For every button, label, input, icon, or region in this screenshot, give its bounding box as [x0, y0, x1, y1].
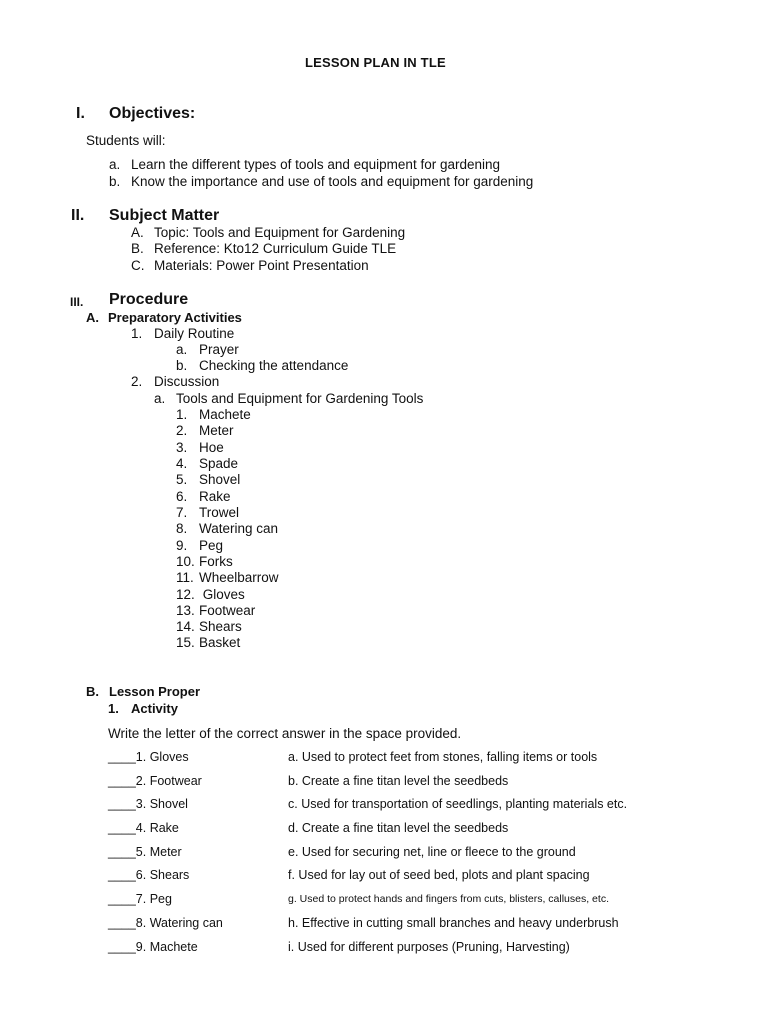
subject-marker-c: C. [131, 258, 145, 273]
matching-choice: e. Used for securing net, line or fleece to the ground [288, 845, 576, 859]
discussion-marker: 2. [131, 374, 143, 389]
matching-choice: f. Used for lay out of seed bed, plots and plant spacing [288, 868, 590, 882]
tool-number: 14. [176, 619, 195, 634]
discussion-sub-marker: a. [154, 391, 166, 406]
routine-marker-a: a. [176, 342, 188, 357]
objective-marker-b: b. [109, 174, 121, 189]
tool-number: 9. [176, 538, 188, 553]
objectives-heading: Objectives: [109, 105, 196, 122]
discussion-label: Discussion [154, 374, 220, 389]
tool-number: 12. [176, 587, 195, 602]
tool-number: 2. [176, 423, 188, 438]
tool-name: Forks [199, 554, 233, 569]
tool-name: Peg [199, 538, 224, 553]
matching-item: ____6. Shears [108, 868, 190, 882]
matching-item: ____2. Footwear [108, 774, 202, 788]
tool-name: Watering can [199, 521, 279, 536]
procedure-heading: Procedure [109, 291, 189, 308]
subject-marker-b: B. [131, 241, 144, 256]
tool-number: 11. [176, 570, 194, 585]
objective-marker-a: a. [109, 157, 121, 172]
lesson-proper-marker: B. [86, 684, 99, 699]
objectives-intro: Students will: [86, 133, 166, 148]
document-title: LESSON PLAN IN TLE [305, 55, 446, 70]
tool-number: 7. [176, 505, 188, 520]
tool-name: Basket [199, 635, 241, 650]
matching-item: ____7. Peg [108, 892, 172, 906]
discussion-sub-topic: Tools and Equipment for Gardening Tools [176, 391, 424, 406]
procedure-numeral: III. [70, 295, 84, 309]
subject-marker-a: A. [131, 225, 144, 240]
subject-topic: Topic: Tools and Equipment for Gardening [154, 225, 406, 240]
routine-marker-b: b. [176, 358, 188, 373]
matching-choice: i. Used for different purposes (Pruning, Harvesting) [288, 940, 570, 954]
tool-number: 10. [176, 554, 195, 569]
daily-routine-label: Daily Routine [154, 326, 235, 341]
matching-choice: b. Create a fine titan level the seedbeds [288, 774, 509, 788]
tool-name: Wheelbarrow [199, 570, 279, 585]
activity-marker: 1. [108, 701, 119, 716]
tool-name: Machete [199, 407, 251, 422]
matching-item: ____8. Watering can [108, 916, 223, 930]
preparatory-marker: A. [86, 310, 99, 325]
daily-routine-marker: 1. [131, 326, 143, 341]
tool-number: 5. [176, 472, 188, 487]
tool-name: Shovel [199, 472, 241, 487]
objective-item-a: Learn the different types of tools and equipment for gardening [131, 157, 501, 172]
tool-number: 3. [176, 440, 188, 455]
lesson-proper-heading: Lesson Proper [109, 684, 201, 699]
routine-prayer: Prayer [199, 342, 239, 357]
matching-choice: d. Create a fine titan level the seedbeds [288, 821, 509, 835]
tool-name: Meter [199, 423, 234, 438]
objective-item-b: Know the importance and use of tools and equipment for gardening [131, 174, 534, 189]
subject-reference: Reference: Kto12 Curriculum Guide TLE [154, 241, 397, 256]
tool-number: 15. [176, 635, 195, 650]
subject-matter-heading: Subject Matter [109, 207, 220, 224]
objectives-numeral: I. [76, 105, 85, 122]
matching-choice: c. Used for transportation of seedlings, planting materials etc. [288, 797, 628, 811]
matching-item: ____9. Machete [108, 940, 198, 954]
tool-name: Footwear [199, 603, 256, 618]
tool-name: Hoe [199, 440, 224, 455]
tool-name: Trowel [199, 505, 240, 520]
tool-number: 8. [176, 521, 188, 536]
matching-choice: g. Used to protect hands and fingers from cuts, blisters, calluses, etc. [288, 893, 609, 905]
tool-number: 1. [176, 407, 188, 422]
matching-item: ____1. Gloves [108, 750, 189, 764]
preparatory-heading: Preparatory Activities [108, 310, 242, 325]
tool-number: 4. [176, 456, 188, 471]
matching-item: ____5. Meter [108, 845, 182, 859]
subject-materials: Materials: Power Point Presentation [154, 258, 369, 273]
tool-number: 6. [176, 489, 188, 504]
matching-choice: h. Effective in cutting small branches and heavy underbrush [288, 916, 619, 930]
tool-name: Spade [199, 456, 239, 471]
tool-number: 13. [176, 603, 195, 618]
tool-name: Gloves [199, 587, 245, 602]
tool-name: Shears [199, 619, 242, 634]
activity-instruction: Write the letter of the correct answer in the space provided. [108, 726, 462, 741]
activity-heading: Activity [131, 701, 178, 716]
tool-name: Rake [199, 489, 231, 504]
routine-attendance: Checking the attendance [199, 358, 349, 373]
matching-item: ____4. Rake [108, 821, 179, 835]
matching-item: ____3. Shovel [108, 797, 188, 811]
matching-choice: a. Used to protect feet from stones, falling items or tools [288, 750, 598, 764]
subject-matter-numeral: II. [71, 207, 85, 224]
